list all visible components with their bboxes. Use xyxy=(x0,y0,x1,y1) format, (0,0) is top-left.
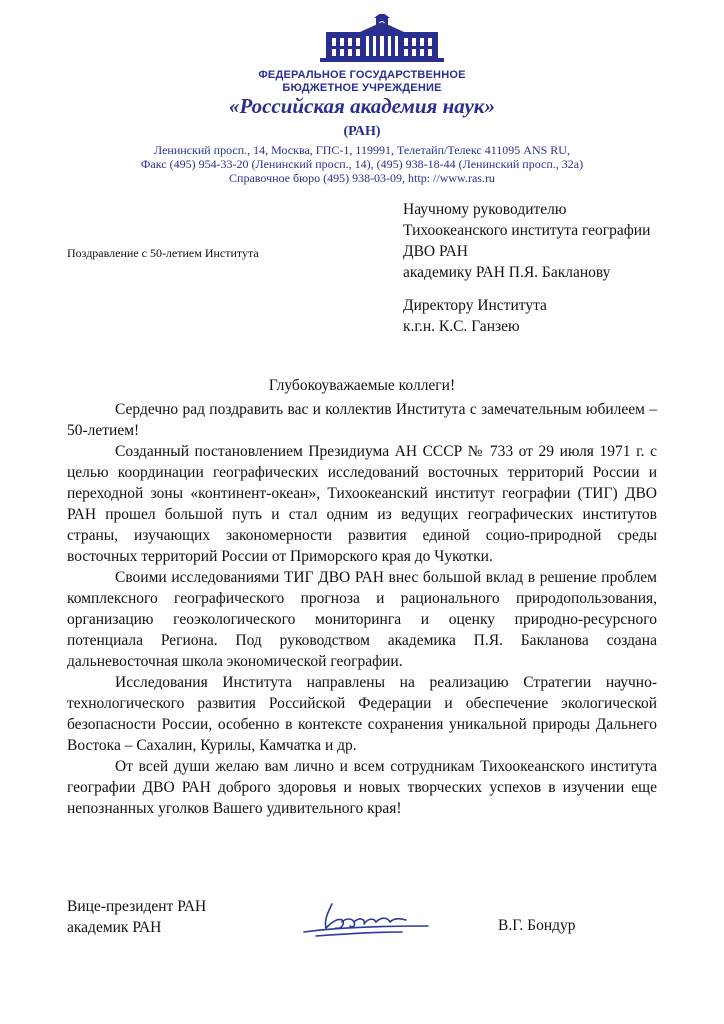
org-type-line1: ФЕДЕРАЛЬНОЕ ГОСУДАРСТВЕННОЕ xyxy=(258,69,466,81)
recipient2-line1: Директору Института xyxy=(403,297,547,314)
letter-subject: Поздравление с 50-летием Института xyxy=(67,246,259,260)
address-line2: Факс (495) 954-33-20 (Ленинский просп., 14), (495) 938-18-44 (Ленинский просп., 32а) xyxy=(140,157,584,171)
body-paragraph: Своими исследованиями ТИГ ДВО РАН внес большой вклад в решение проблем комплексного географического прогноза и рационального природопользования, организацию геоэкологического мониторинга и оценку природно-ресурсного потенциала Региона. Под руководством академика П.Я. Бакланова создана дальневосточная школа экономической географии. xyxy=(67,569,657,670)
letterhead xyxy=(0,0,724,190)
recipient1-line2: Тихоокеанского института географии xyxy=(403,222,651,239)
address-line3: Справочное бюро (495) 938-03-09, http: //www.ras.ru xyxy=(229,171,495,185)
signatory-title-line1: Вице-президент РАН xyxy=(67,898,207,915)
org-name: «Российская академия наук» xyxy=(229,94,495,118)
greeting: Глубокоуважаемые коллеги! xyxy=(268,377,456,394)
body-paragraph: От всей души желаю вам лично и всем сотрудникам Тихоокеанского института географии ДВО РАН доброго здоровья и новых творческих успехов в изучении еще непознанных уголков Вашего удивительного края! xyxy=(67,758,657,817)
signatory-title-line2: академик РАН xyxy=(67,919,162,936)
recipient-block-1 xyxy=(403,199,650,283)
org-type-line2: БЮДЖЕТНОЕ УЧРЕЖДЕНИЕ xyxy=(282,82,442,94)
recipient1-line3: ДВО РАН xyxy=(403,243,469,260)
address-line1: Ленинский просп., 14, Москва, ГПС-1, 119991, Телетайп/Телекс 411095 ANS RU, xyxy=(154,143,570,157)
signatory-name: В.Г. Бондур xyxy=(498,917,576,934)
handwritten-signature-icon xyxy=(302,898,430,940)
signatory-title xyxy=(67,896,206,938)
recipient2-line2: к.г.н. К.С. Ганзею xyxy=(403,318,520,335)
recipient-block-2 xyxy=(403,295,547,337)
body-paragraph: Созданный постановлением Президиума АН СССР № 733 от 29 июля 1971 г. с целью координации географических исследований восточных территорий России и переходной зоны «континент-океан», Тихоокеанский институт географии (ТИГ) ДВО РАН прошел большой путь и стал одним из ведущих географических институтов страны, изучающих закономерности развития единой социо-природной среды восточных территорий России от Приморского края до Чукотки. xyxy=(67,443,657,565)
letter-body xyxy=(67,399,657,819)
recipient1-line4: академику РАН П.Я. Бакланову xyxy=(403,264,611,281)
org-abbreviation: (РАН) xyxy=(343,124,381,139)
academy-building-logo-icon xyxy=(318,14,446,64)
body-paragraph: Исследования Института направлены на реализацию Стратегии научно-технологического развития Российской Федерации и обеспечение экологической безопасности России, особенно в контексте сохранения уникальной природы Дальнего Востока – Сахалин, Курилы, Камчатка и др. xyxy=(67,674,657,754)
recipient1-line1: Научному руководителю xyxy=(403,201,567,218)
body-paragraph: Сердечно рад поздравить вас и коллектив Института с замечательным юбилеем – 50-летием! xyxy=(67,401,657,439)
